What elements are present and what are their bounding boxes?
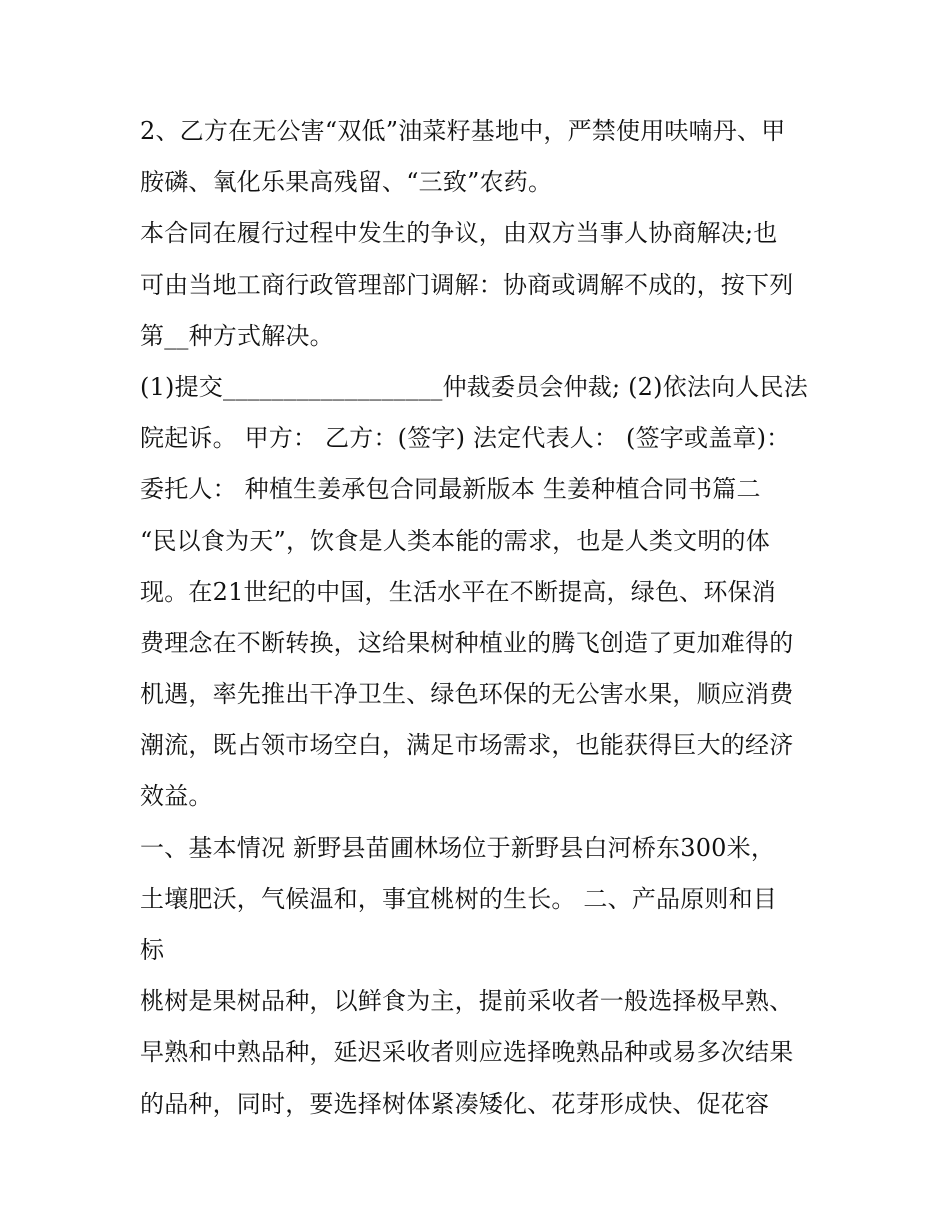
text-line: 本合同在履行过程中发生的争议，由双方当事人协商解决;也: [140, 219, 778, 248]
text-line: 委托人： 种植生姜承包合同最新版本 生姜种植合同书篇二: [140, 475, 761, 504]
text-line: (1)提交__________________仲裁委员会仲裁; (2)依法向人民法: [140, 372, 808, 401]
text-line: 现。在21世纪的中国，生活水平在不断提高，绿色、环保消: [140, 577, 776, 606]
text-line: 一、基本情况 新野县苗圃林场位于新野县白河桥东300米，: [140, 833, 776, 862]
text-line: 效益。: [140, 782, 213, 811]
text-line: 费理念在不断转换，这给果树种植业的腾飞创造了更加难得的: [140, 628, 794, 657]
text-line: 标: [140, 936, 165, 964]
text-line: 胺磷、氧化乐果高残留、“三致”农药。: [140, 168, 553, 197]
document-body: [140, 106, 830, 1130]
text-line: 机遇，率先推出干净卫生、绿色环保的无公害水果，顺应消费: [140, 680, 794, 709]
text-line: 潮流，既占领市场空白，满足市场需求，也能获得巨大的经济: [140, 731, 794, 760]
text-line: 第__种方式解决。: [140, 321, 334, 350]
text-line: 土壤肥沃，气候温和，事宜桃树的生长。 二、产品原则和目: [140, 884, 778, 913]
text-line: 可由当地工商行政管理部门调解：协商或调解不成的，按下列: [140, 270, 794, 299]
text-line: “民以食为天”，饮食是人类本能的需求，也是人类文明的体: [140, 526, 770, 555]
text-line: 2、乙方在无公害“双低”油菜籽基地中，严禁使用呋喃丹、甲: [140, 117, 786, 145]
text-line: 院起诉。 甲方： 乙方：(签字) 法定代表人： (签字或盖章)：: [140, 424, 791, 453]
text-line: 的品种，同时，要选择树体紧凑矮化、花芽形成快、促花容: [140, 1089, 770, 1118]
text-line: 早熟和中熟品种，延迟采收者则应选择晚熟品种或易多次结果: [140, 1038, 794, 1067]
text-line: 桃树是果树品种，以鲜食为主，提前采收者一般选择极早熟、: [140, 987, 794, 1016]
